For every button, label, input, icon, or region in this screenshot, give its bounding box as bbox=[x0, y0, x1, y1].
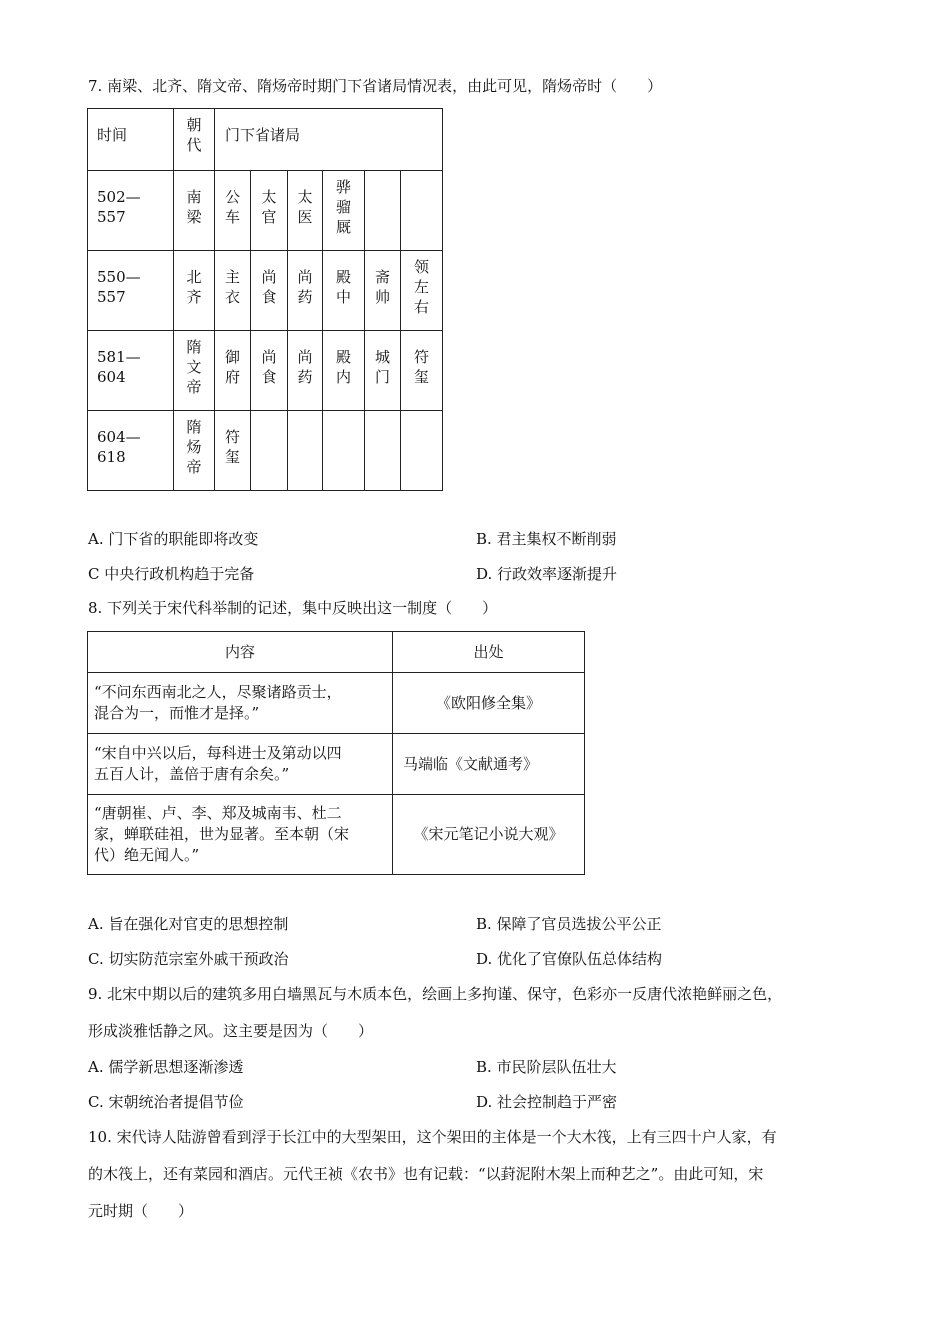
q7-time-cell: 604— 618 bbox=[88, 411, 174, 491]
q7-table bbox=[87, 108, 443, 491]
q7-bureau-cell: 领 左 右 bbox=[401, 251, 443, 331]
q7-empty-cell bbox=[365, 171, 401, 251]
q7-bureau-cell: 尚 药 bbox=[288, 331, 323, 411]
q7-stem: 7. 南梁、北齐、隋文帝、隋炀帝时期门下省诸局情况表，由此可见，隋炀帝时（ ） bbox=[88, 77, 663, 95]
q7-dynasty-cell: 南 梁 bbox=[174, 171, 215, 251]
q7-bureau-cell: 骅 骝 厩 bbox=[323, 171, 365, 251]
q8-option-d: D. 优化了官僚队伍总体结构 bbox=[476, 950, 663, 968]
q7-bureau-cell: 符 玺 bbox=[215, 411, 251, 491]
q9-option-c: C. 宋朝统治者提倡节俭 bbox=[88, 1093, 244, 1111]
q7-empty-cell bbox=[365, 411, 401, 491]
q8-content-cell: “宋自中兴以后，每科进士及第动以四 五百人计，盖倍于唐有余矣。” bbox=[88, 734, 393, 795]
q7-bureau-cell: 殿 内 bbox=[323, 331, 365, 411]
q7-bureau-cell: 公 车 bbox=[215, 171, 251, 251]
table-row bbox=[88, 795, 585, 875]
q7-option-b: B. 君主集权不断削弱 bbox=[476, 530, 617, 548]
q7-time-cell: 581— 604 bbox=[88, 331, 174, 411]
q9-option-d: D. 社会控制趋于严密 bbox=[476, 1093, 618, 1111]
q7-empty-cell bbox=[401, 171, 443, 251]
q9-stem-line: 9. 北宋中期以后的建筑多用白墙黑瓦与木质本色，绘画上多拘谨、保守，色彩亦一反唐代浓艳鲜丽之色， bbox=[88, 985, 783, 1003]
q7-time-cell: 550— 557 bbox=[88, 251, 174, 331]
q7-dynasty-cell: 北 齐 bbox=[174, 251, 215, 331]
q8-table bbox=[87, 631, 585, 875]
q7-header-dynasty: 朝 代 bbox=[174, 109, 215, 171]
q9-option-a: A. 儒学新思想逐渐渗透 bbox=[88, 1058, 244, 1076]
q7-bureau-cell: 太 官 bbox=[251, 171, 288, 251]
q8-option-a: A. 旨在强化对官吏的思想控制 bbox=[88, 915, 289, 933]
q8-content-cell: “不问东西南北之人，尽聚诸路贡士， 混合为一，而惟才是择。” bbox=[88, 673, 393, 734]
q9-option-b: B. 市民阶层队伍壮大 bbox=[476, 1058, 617, 1076]
q7-bureau-cell: 御 府 bbox=[215, 331, 251, 411]
q7-empty-cell bbox=[323, 411, 365, 491]
q8-source-cell: 《宋元笔记小说大观》 bbox=[393, 795, 585, 875]
q8-content-cell: “唐朝崔、卢、李、郑及城南韦、杜二 家，蝉联硅祖，世为显著。至本朝（宋 代）绝无闻人。” bbox=[88, 795, 393, 875]
q7-option-c: C 中央行政机构趋于完备 bbox=[88, 565, 255, 583]
q7-bureau-cell: 殿 中 bbox=[323, 251, 365, 331]
q8-header-content: 内容 bbox=[88, 632, 393, 673]
q8-header-source: 出处 bbox=[393, 632, 585, 673]
q7-bureau-cell: 符 玺 bbox=[401, 331, 443, 411]
q7-dynasty-cell: 隋 文 帝 bbox=[174, 331, 215, 411]
table-row bbox=[88, 251, 443, 331]
q8-source-cell: 马端临《文献通考》 bbox=[393, 734, 585, 795]
q7-bureau-cell: 城 门 bbox=[365, 331, 401, 411]
q8-source-cell: 《欧阳修全集》 bbox=[393, 673, 585, 734]
table-row bbox=[88, 331, 443, 411]
table-row bbox=[88, 171, 443, 251]
q7-bureau-cell: 斋 帅 bbox=[365, 251, 401, 331]
q10-stem-line: 的木筏上，还有菜园和酒店。元代王祯《农书》也有记载：“以葑泥附木架上而种艺之”。由此可知，宋 bbox=[88, 1165, 764, 1183]
q10-stem-line: 元时期（ ） bbox=[88, 1202, 194, 1220]
q8-option-c: C. 切实防范宗室外戚干预政治 bbox=[88, 950, 289, 968]
q7-header-time: 时间 bbox=[88, 109, 174, 171]
q7-empty-cell bbox=[401, 411, 443, 491]
q7-bureau-cell: 尚 药 bbox=[288, 251, 323, 331]
q7-time-cell: 502— 557 bbox=[88, 171, 174, 251]
q7-header-bureaus: 门下省诸局 bbox=[215, 109, 443, 171]
q7-option-a: A. 门下省的职能即将改变 bbox=[88, 530, 259, 548]
q9-stem-line: 形成淡雅恬静之风。这主要是因为（ ） bbox=[88, 1022, 374, 1040]
q7-dynasty-cell: 隋 炀 帝 bbox=[174, 411, 215, 491]
q7-bureau-cell: 尚 食 bbox=[251, 331, 288, 411]
q7-empty-cell bbox=[251, 411, 288, 491]
table-row bbox=[88, 673, 585, 734]
q8-option-b: B. 保障了官员选拔公平公正 bbox=[476, 915, 662, 933]
q7-bureau-cell: 太 医 bbox=[288, 171, 323, 251]
q7-bureau-cell: 主 衣 bbox=[215, 251, 251, 331]
q7-option-d: D. 行政效率逐渐提升 bbox=[476, 565, 618, 583]
q7-bureau-cell: 尚 食 bbox=[251, 251, 288, 331]
table-row bbox=[88, 734, 585, 795]
table-row bbox=[88, 411, 443, 491]
q7-empty-cell bbox=[288, 411, 323, 491]
q8-stem: 8. 下列关于宋代科举制的记述，集中反映出这一制度（ ） bbox=[88, 599, 498, 617]
q10-stem-line: 10. 宋代诗人陆游曾看到浮于长江中的大型架田，这个架田的主体是一个大木筏，上有三四十户人家，有 bbox=[88, 1128, 777, 1146]
